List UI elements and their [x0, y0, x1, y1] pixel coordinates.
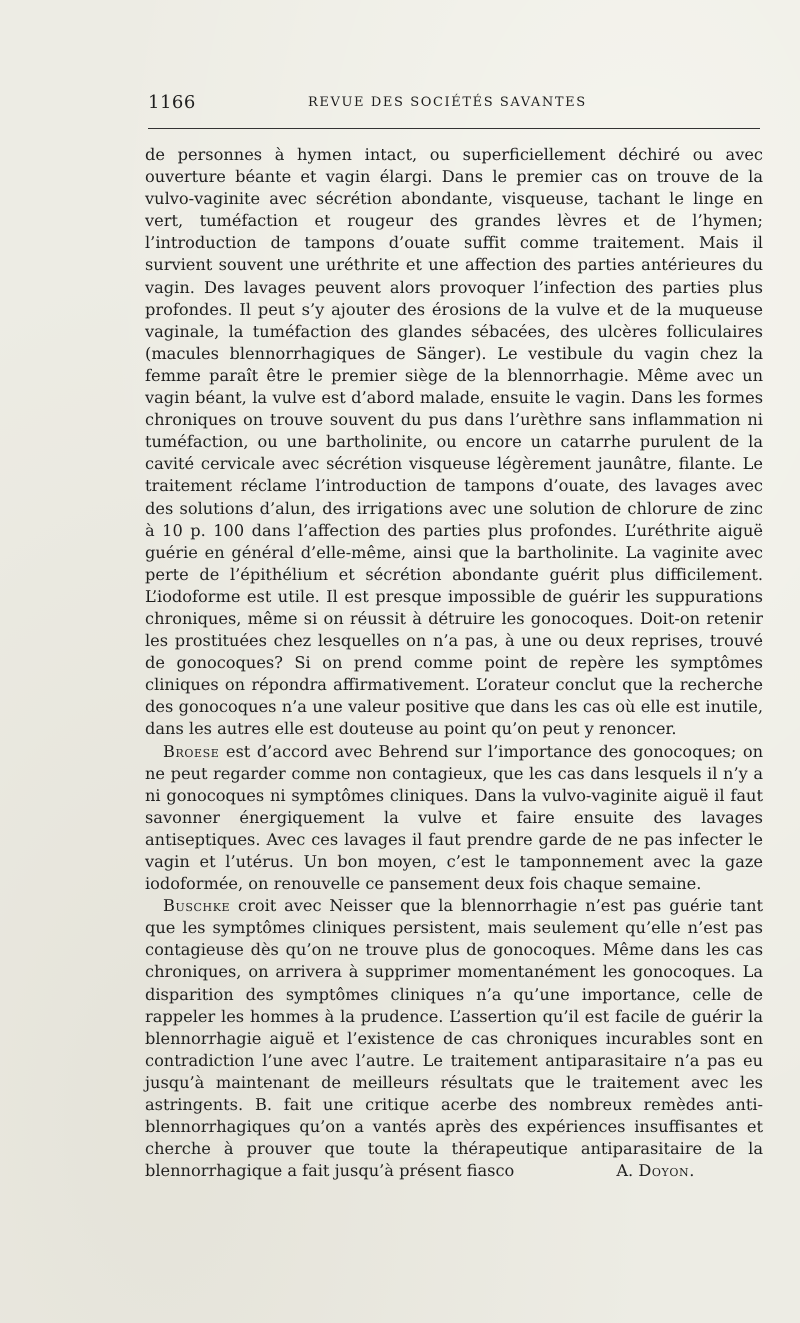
signature — [598, 1160, 763, 1182]
speaker-name: Buschke — [163, 896, 231, 916]
running-title: REVUE DES SOCIÉTÉS SAVANTES — [308, 95, 587, 110]
signature-initial: A. — [616, 1161, 639, 1181]
paragraph-text: croit avec Neisser que la blennorrhagie n’est pas guérie tant que les symptômes cliniques persistent, mais seulement qu’elle n’est pas contagieuse dès qu’on ne trouve plus de gonocoques. Même dans les cas chroniques, on arrivera à supprimer momentanément les gonocoques. La disparition des symptômes cliniques n’a qu’une importance, celle de rappeler les hommes à la prudence. L’assertion qu’il est facile de guérir la blennorrhagie aiguë et l’existence de cas chroniques incurables sont en contradiction l’une avec l’autre. Le traitement antiparasitaire n’a pas eu jusqu’à maintenant de meilleurs résultats que le traitement avec les astringents. B. fait une critique acerbe des nombreux remèdes anti-blennorrhagiques qu’on a vantés après des expériences insuffisantes et cherche à prouver que toute la thérapeutique antiparasitaire de la blennorrhagique a fait jusqu’à présent fiasco — [145, 896, 763, 1181]
speaker-name: Broese — [163, 741, 220, 761]
article-body — [145, 144, 763, 1182]
page-number: 1166 — [148, 92, 196, 113]
paragraph-behrend: de personnes à hymen intact, ou superficiellement déchiré ou avec ouverture béante et vagin élargi. Dans le premier cas on trouve de la vulvo-vaginite avec sécrétion abondante, visqueuse, tachant le linge en vert, tuméfaction et rougeur des grandes lèvres et de l’hymen; l’introduction de tampons d’ouate suffit comme traitement. Mais il survient souvent une uréthrite et une affection des parties antérieures du vagin. Des lavages peuvent alors provoquer l’infection des parties plus profondes. Il peut s’y ajouter des érosions de la vulve et de la muqueuse vaginale, la tuméfaction des glandes sébacées, des ulcères folliculaires (macules blennorrhagiques de Sänger). Le vestibule du vagin chez la femme paraît être le premier siège de la blennorrhagie. Même avec un vagin béant, la vulve est d’abord malade, ensuite le vagin. Dans les formes chroniques on trouve souvent du pus dans l’urèthre sans inflammation ni tuméfaction, ou une bartholinite, ou encore un catarrhe purulent de la cavité cervicale avec sécrétion visqueuse légèrement jaunâtre, filante. Le traitement réclame l’introduction de tampons d’ouate, des lavages avec des solutions d’alun, des irrigations avec une solution de chlorure de zinc à 10 p. 100 dans l’affection des parties plus profondes. L’uréthrite aiguë guérie en général d’elle-même, ainsi que la bartholinite. La vaginite avec perte de l’épithélium et sécrétion abondante guérit plus difficilement. L’iodoforme est utile. Il est presque impossible de guérir les suppurations chroniques, même si on réussit à détruire les gonocoques. Doit-on retenir les prostituées chez lesquelles on n’a pas, à une ou deux reprises, trouvé de gonocoques? Si on prend comme point de repère les symptômes cliniques on répondra affirmativement. L’orateur conclut que la recherche des gonocoques n’a une valeur positive que dans les cas où elle est inutile, dans les autres elle est douteuse au point qu’on peut y renoncer. — [145, 145, 763, 739]
signature-name: Doyon. — [638, 1161, 695, 1181]
paragraph-text: est d’accord avec Behrend sur l’importance des gonocoques; on ne peut regarder comme non contagieux, que les cas dans lesquels il n’y a ni gonocoques ni symptômes cliniques. Dans la vulvo-vaginite aiguë il faut savonner énergiquement la vulve et faire ensuite des lavages antiseptiques. Avec ces lavages il faut prendre garde de ne pas infecter le vagin et l’utérus. Un bon moyen, c’est le tamponnement avec la gaze iodoformée, on renouvelle ce pansement deux fois chaque semaine. — [145, 741, 763, 894]
header-rule — [148, 128, 760, 129]
paragraph-broese — [145, 741, 763, 896]
page-header — [148, 92, 760, 118]
paragraph-buschke — [145, 895, 763, 1182]
